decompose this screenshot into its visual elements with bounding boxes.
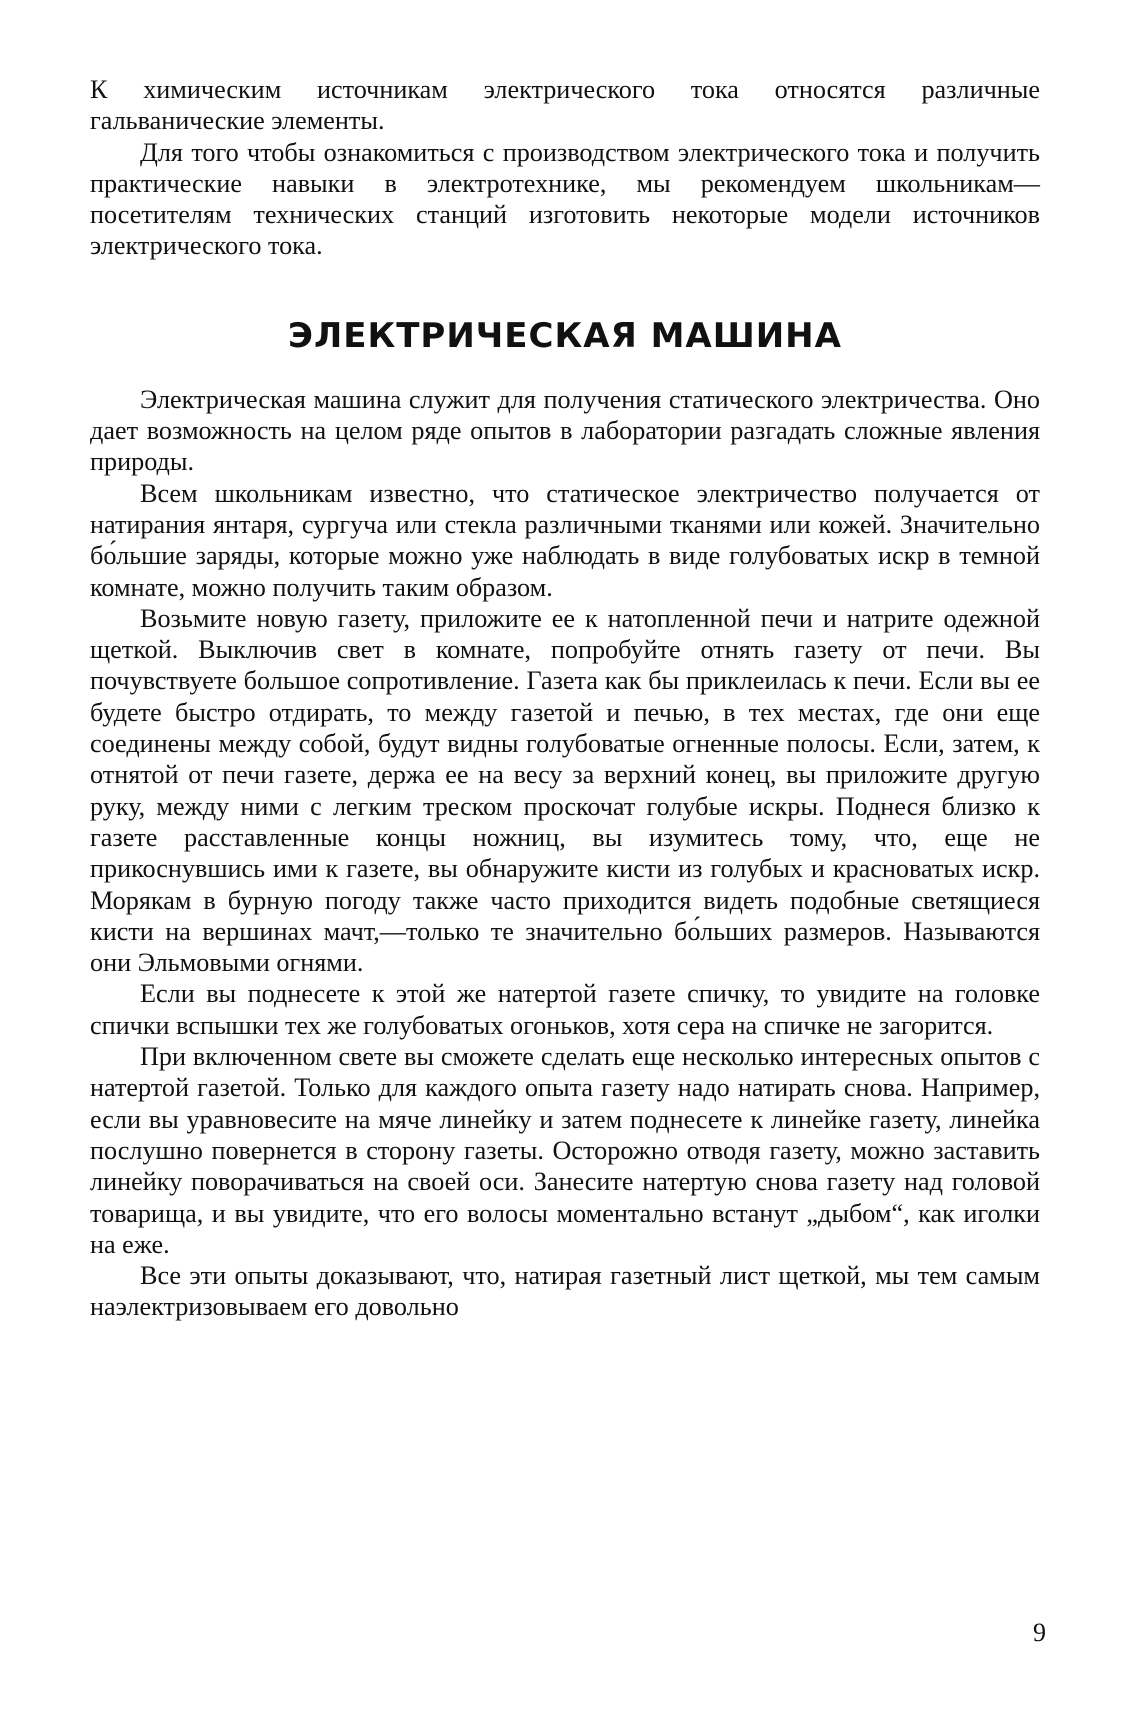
intro-paragraph: К химическим источникам электрического тока относятся различные гальванические элементы. [90,75,1040,136]
section-text [90,384,1040,1323]
section-paragraph: Все эти опыты доказывают, что, натирая газетный лист щеткой, мы тем самым наэлектризовываем его довольно [90,1261,1040,1322]
section-paragraph: При включенном свете вы сможете сделать еще несколько интересных опытов с натертой газетой. Только для каждого опыта газету надо натирать снова. Например, если вы уравновесите на мяче линейку и затем поднесете к линейке газету, линейка послушно повернется в сторону газеты. Осторожно отводя газету, можно заставить линейку поворачиваться на своей оси. Занесите натертую снова газету над головой товарища, и вы увидите, что его волосы моментально встанут „дыбом“, как иголки на еже. [90,1042,1040,1259]
section-paragraph: Возьмите новую газету, приложите ее к натопленной печи и натрите одежной щеткой. Выключив свет в комнате, попробуйте отнять газету от печи. Вы почувствуете большое сопротивление. Газета как бы приклеилась к печи. Если вы ее будете быстро отдирать, то между газетой и печью, в тех местах, где они еще соединены между собой, будут видны голубоватые огненные полосы. Если, затем, к отнятой от печи газете, держа ее на весу за верхний конец, вы приложите другую руку, между ними с легким треском проскочат голубые искры. Поднеся близко к газете расставленные концы ножниц, вы изумитесь тому, что, еще не прикоснувшись ими к газете, вы обнаружите кисти из голубых и красноватых искр. Морякам в бурную погоду также часто приходится видеть подобные светящиеся кисти на вершинах мачт,—только те значительно бо́льших размеров. Называются они Эльмовыми огнями. [90,603,1040,978]
intro-paragraph: Для того чтобы ознакомиться с производством электрического тока и получить практические навыки в электротехнике, мы рекомендуем школьникам—посетителям технических станций изготовить некоторые модели источников электрического тока. [90,137,1040,261]
section-paragraph: Электрическая машина служит для получения статического электричества. Оно дает возможность на целом ряде опытов в лаборатории разгадать сложные явления природы. [90,384,1040,477]
intro-text [90,74,1040,262]
section-title: ЭЛЕКТРИЧЕСКАЯ МАШИНА [288,315,842,356]
section-paragraph: Если вы поднесете к этой же натертой газете спичку, то увидите на головке спички вспышки тех же голубоватых огоньков, хотя сера на спичке не загорится. [90,979,1040,1040]
section-paragraph: Всем школьникам известно, что статическое электричество получается от натирания янтаря, сургуча или стекла различными тканями или кожей. Значительно бо́льшие заряды, которые можно уже наблюдать в виде голубоватых искр в темной комнате, можно получить таким образом. [90,478,1040,602]
page-number: 9 [1033,1618,1046,1647]
page-body [90,74,1040,1323]
